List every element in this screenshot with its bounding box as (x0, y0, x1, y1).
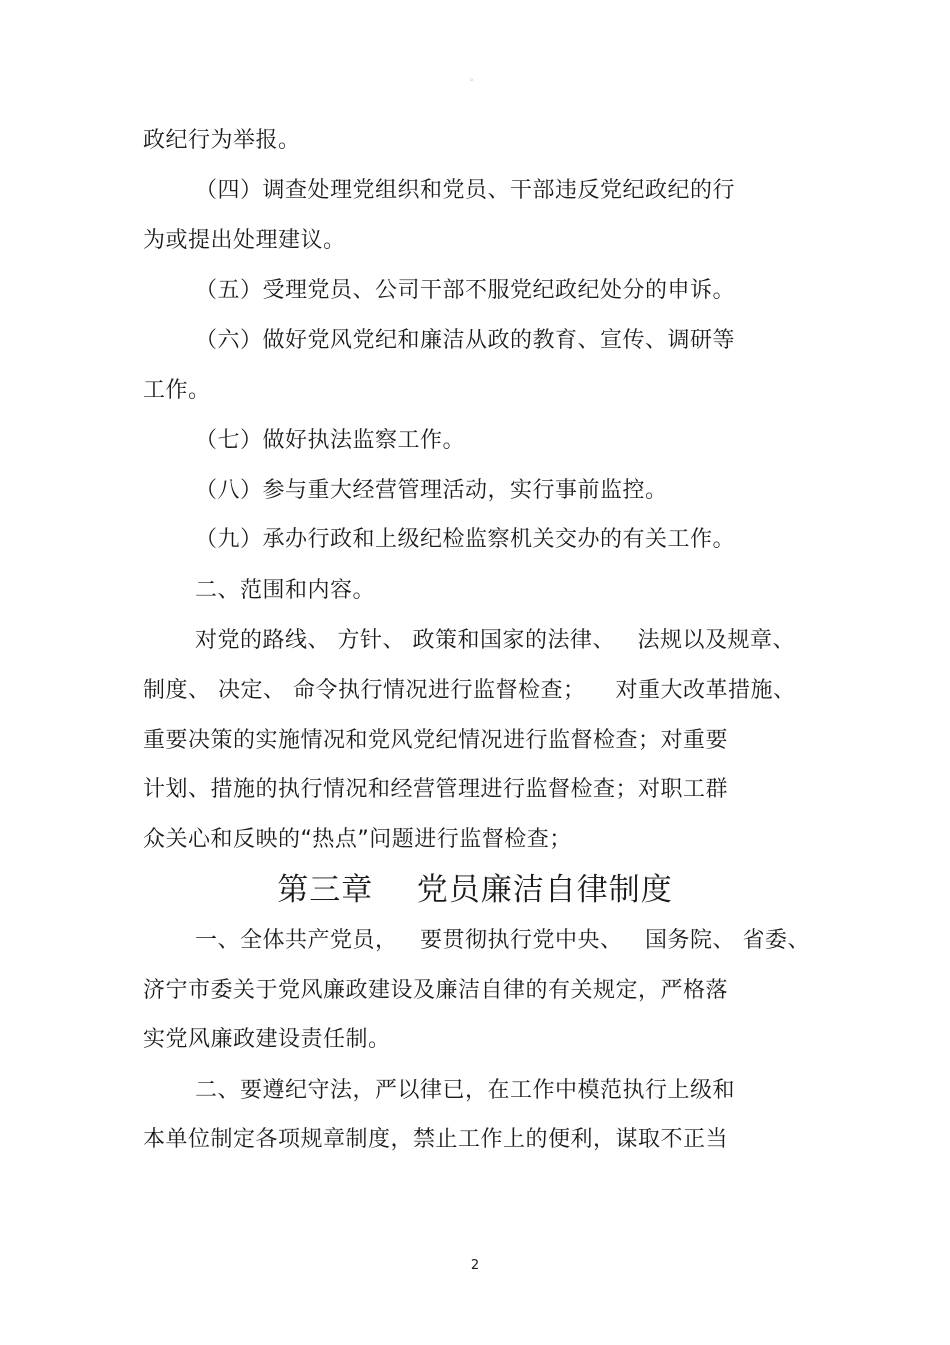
text-line: 济宁市委关于党风廉政建设及廉洁自律的有关规定，严格落 (143, 978, 729, 1003)
text-line: 一、全体共产党员， 要贯彻执行党中央、 国务院、 省委、 (195, 928, 810, 953)
text-line: 为或提出处理建议。 (143, 228, 346, 253)
text-line: 制度、 决定、 命令执行情况进行监督检查； 对重大改革措施、 (143, 678, 796, 703)
text-line: （七）做好执法监察工作。 (195, 428, 466, 453)
text-line: 计划、措施的执行情况和经营管理进行监督检查；对职工群 (143, 777, 729, 802)
text-line: 本单位制定各项规章制度，禁止工作上的便利，谋取不正当 (143, 1127, 729, 1152)
text-line: 实党风廉政建设责任制。 (143, 1027, 391, 1052)
text-line: （八）参与重大经营管理活动，实行事前监控。 (195, 478, 668, 503)
text-line: 工作。 (143, 378, 211, 403)
text-line: （五）受理党员、公司干部不服党纪政纪处分的申诉。 (195, 278, 736, 303)
header-mark: 。 (470, 73, 478, 82)
page-number: 2 (470, 1258, 480, 1273)
text-line: 众关心和反映的“热点”问题进行监督检查； (143, 827, 572, 852)
text-line: （四）调查处理党组织和党员、干部违反党纪政纪的行 (195, 178, 736, 203)
text-line: 重要决策的实施情况和党风党纪情况进行监督检查；对重要 (143, 728, 729, 753)
text-line: （六）做好党风党纪和廉洁从政的教育、宣传、调研等 (195, 328, 736, 353)
section-heading: 二、范围和内容。 (195, 578, 376, 603)
text-line: 政纪行为举报。 (143, 128, 301, 153)
text-line: （九）承办行政和上级纪检监察机关交办的有关工作。 (195, 527, 736, 552)
chapter-heading: 第三章 党员廉洁自律制度 (277, 872, 673, 908)
text-line: 二、要遵纪守法，严以律已，在工作中模范执行上级和 (195, 1078, 736, 1103)
text-line: 对党的路线、 方针、 政策和国家的法律、 法规以及规章、 (195, 628, 795, 653)
